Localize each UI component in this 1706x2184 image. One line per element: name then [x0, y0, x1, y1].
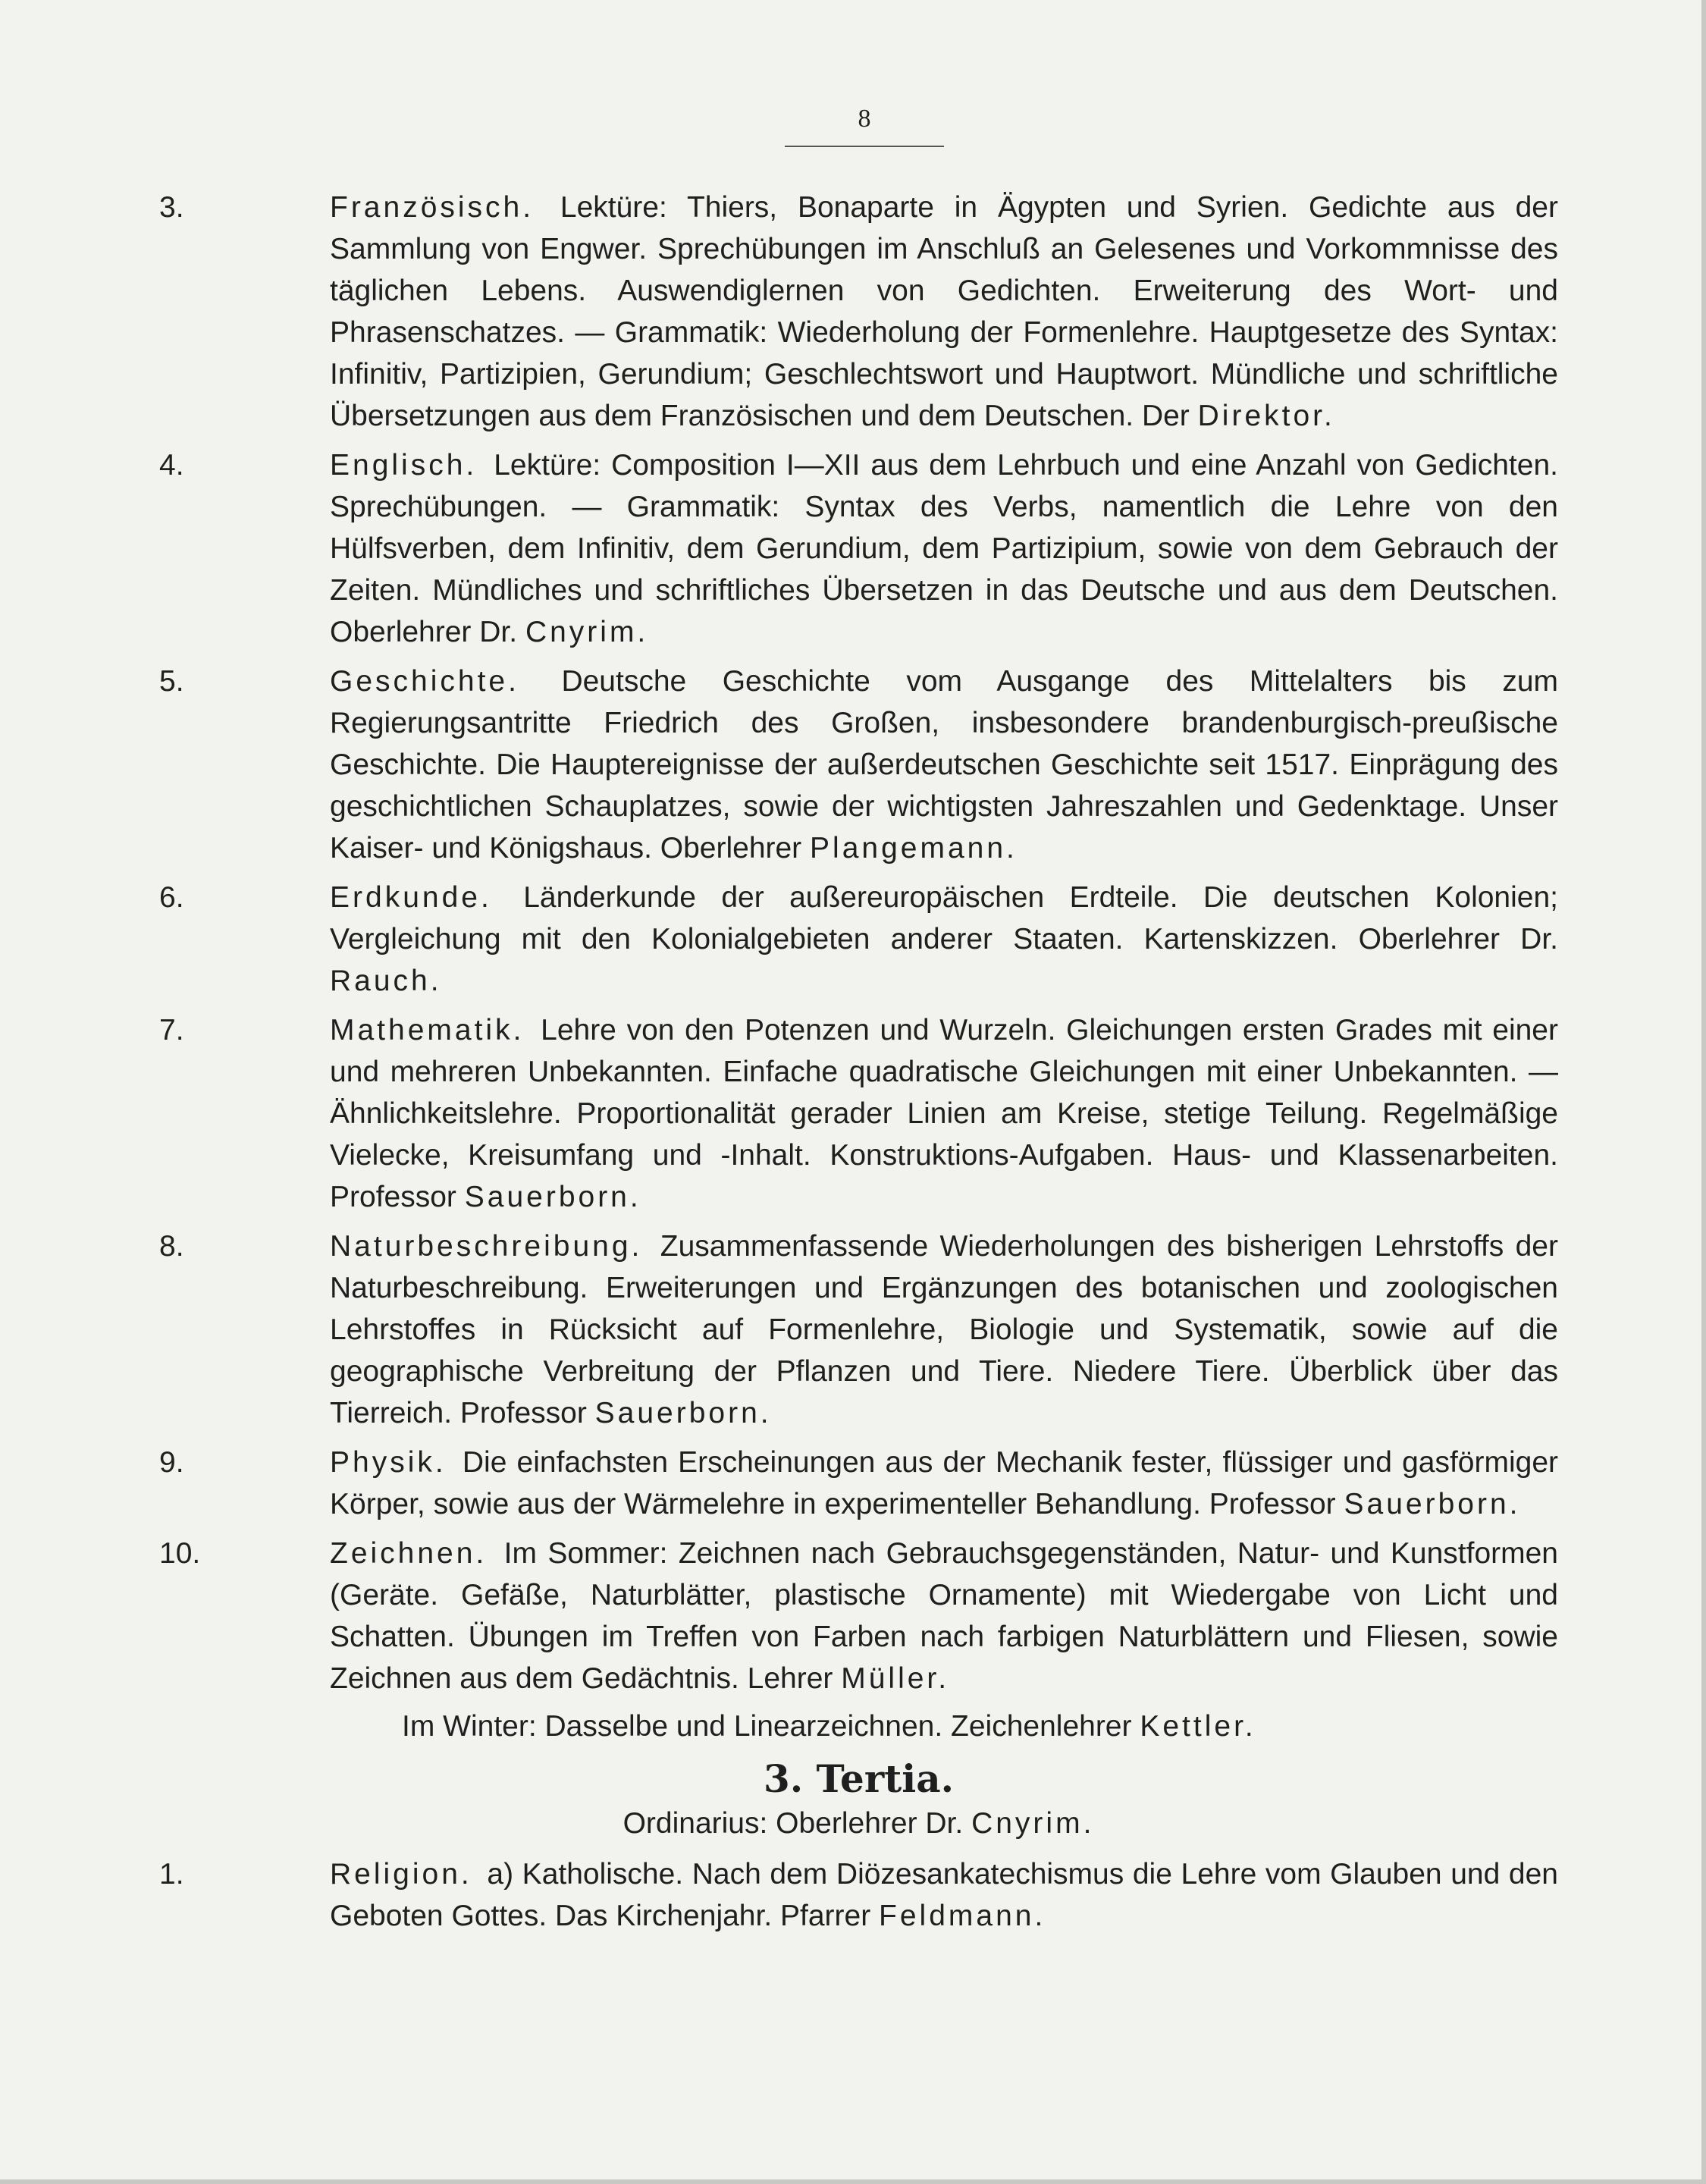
- list-item: [159, 1853, 1558, 1937]
- item-text: Im Sommer: Zeichnen nach Gebrauchsgegenständen, Natur- und Kunstformen (Geräte. Gefäße, Naturblätter, plastische Ornamente) mit Wiedergabe von Licht und Schatten. Übungen im Treffen von Farben nach farbigen Naturblättern und Fliesen, sowie Zeichnen aus dem Gedächtnis. Lehrer: [330, 1537, 1558, 1695]
- teacher-name: Plangemann.: [810, 832, 1018, 864]
- teacher-name: Sauerborn.: [594, 1397, 772, 1429]
- item-number: 10.: [159, 1537, 201, 1570]
- subject-heading: Religion.: [330, 1858, 472, 1891]
- ordinarius-line: [159, 1803, 1558, 1844]
- ordinarius-text: Ordinarius: Oberlehrer Dr.: [623, 1807, 964, 1840]
- item-number: 3.: [159, 191, 184, 224]
- subject-heading: Zeichnen.: [330, 1537, 488, 1570]
- item-text: Zusammenfassende Wiederholungen des bisherigen Lehrstoffs der Naturbeschreibung. Erweiterungen und Ergänzungen des botanischen und zoologischen Lehrstoffes in Rücksicht auf Formenlehre, Biologie und Systematik, sowie auf die geographische Verbreitung der Pflanzen und Tiere. Niedere Tiere. Überblick über das Tierreich. Professor: [330, 1230, 1558, 1429]
- winter-note: [159, 1705, 1558, 1747]
- subject-heading: Erdkunde.: [330, 881, 492, 914]
- page-content: [159, 187, 1558, 1944]
- item-text: Lehre von den Potenzen und Wurzeln. Gleichungen ersten Grades mit einer und mehreren Unbekannten. Einfache quadratische Gleichungen mit einer Unbekannten. — Ähnlichkeitslehre. Proportionalität gerader Linien am Kreise, stetige Teilung. Regelmäßige Vielecke, Kreisumfang und -Inhalt. Konstruktions-Aufgaben. Haus- und Klassenarbeiten. Professor: [330, 1014, 1558, 1213]
- list-item: [159, 444, 1558, 653]
- subject-heading: Englisch.: [330, 449, 478, 482]
- subject-heading: Geschichte.: [330, 665, 519, 698]
- item-number: 6.: [159, 881, 184, 914]
- list-item: [159, 1225, 1558, 1434]
- teacher-name: Direktor.: [1197, 400, 1335, 432]
- subject-heading: Französisch.: [330, 191, 535, 224]
- ordinarius-name: Cnyrim.: [971, 1807, 1095, 1840]
- item-number: 5.: [159, 665, 184, 698]
- teacher-name: Kettler.: [1140, 1710, 1256, 1743]
- subject-heading: Naturbeschreibung.: [330, 1230, 643, 1263]
- list-item: [159, 877, 1558, 1002]
- section-title: 3. Tertia.: [763, 1756, 955, 1801]
- list-item: [159, 1533, 1558, 1699]
- list-item: [159, 661, 1558, 869]
- item-number: 4.: [159, 449, 184, 482]
- teacher-name: Sauerborn.: [464, 1181, 641, 1213]
- page-number: 8: [858, 105, 871, 133]
- subject-heading: Physik.: [330, 1446, 447, 1479]
- note-text: Im Winter: Dasselbe und Linearzeichnen. Zeichenlehrer: [402, 1710, 1132, 1743]
- item-text: Lektüre: Composition I—XII aus dem Lehrbuch und eine Anzahl von Gedichten. Sprechübungen. — Grammatik: Syntax des Verbs, namentlich die Lehre von den Hülfsverben, dem Infinitiv, dem Gerundium, dem Partizipium, sowie von dem Gebrauch der Zeiten. Mündliches und schriftliches Übersetzen in das Deutsche und aus dem Deutschen. Oberlehrer Dr.: [330, 449, 1558, 648]
- item-text: a) Katholische. Nach dem Diözesankatechismus die Lehre vom Glauben und den Geboten Gottes. Das Kirchenjahr. Pfarrer: [330, 1858, 1558, 1932]
- item-number: 8.: [159, 1230, 184, 1263]
- list-item: [159, 1009, 1558, 1218]
- teacher-name: Sauerborn.: [1344, 1488, 1521, 1520]
- header-rule: [785, 146, 944, 147]
- teacher-name: Feldmann.: [879, 1900, 1046, 1932]
- item-text: Deutsche Geschichte vom Ausgange des Mittelalters bis zum Regierungsantritte Friedrich des Großen, insbesondere brandenburgisch-preußische Geschichte. Die Hauptereignisse der außerdeutschen Geschichte seit 1517. Einprägung des geschichtlichen Schauplatzes, sowie der wichtigsten Jahreszahlen und Gedenktage. Unser Kaiser- und Königshaus. Oberlehrer: [330, 665, 1558, 864]
- list-item: [159, 1442, 1558, 1525]
- item-number: 1.: [159, 1858, 184, 1891]
- item-text: Die einfachsten Erscheinungen aus der Mechanik fester, flüssiger und gasförmiger Körper, sowie aus der Wärmelehre in experimenteller Behandlung. Professor: [330, 1446, 1558, 1520]
- item-text: Länderkunde der außereuropäischen Erdteile. Die deutschen Kolonien; Vergleichung mit den Kolonialgebieten anderer Staaten. Kartenskizzen. Oberlehrer Dr.: [330, 881, 1558, 956]
- teacher-name: Cnyrim.: [525, 616, 649, 648]
- teacher-name: Rauch.: [330, 965, 442, 997]
- list-item: [159, 187, 1558, 437]
- item-number: 9.: [159, 1446, 184, 1479]
- subject-heading: Mathematik.: [330, 1014, 525, 1046]
- item-text: Lektüre: Thiers, Bonaparte in Ägypten und Syrien. Gedichte aus der Sammlung von Engwer. Sprechübungen im Anschluß an Gelesenes und Vorkommnisse des täglichen Lebens. Auswendiglernen von Gedichten. Erweiterung des Wort- und Phrasenschatzes. — Grammatik: Wiederholung der Formenlehre. Hauptgesetze des Syntax: Infinitiv, Partizipien, Gerundium; Geschlechtswort und Hauptwort. Mündliche und schriftliche Übersetzungen aus dem Französischen und dem Deutschen. Der: [330, 191, 1558, 432]
- item-number: 7.: [159, 1014, 184, 1046]
- teacher-name: Müller.: [841, 1662, 950, 1695]
